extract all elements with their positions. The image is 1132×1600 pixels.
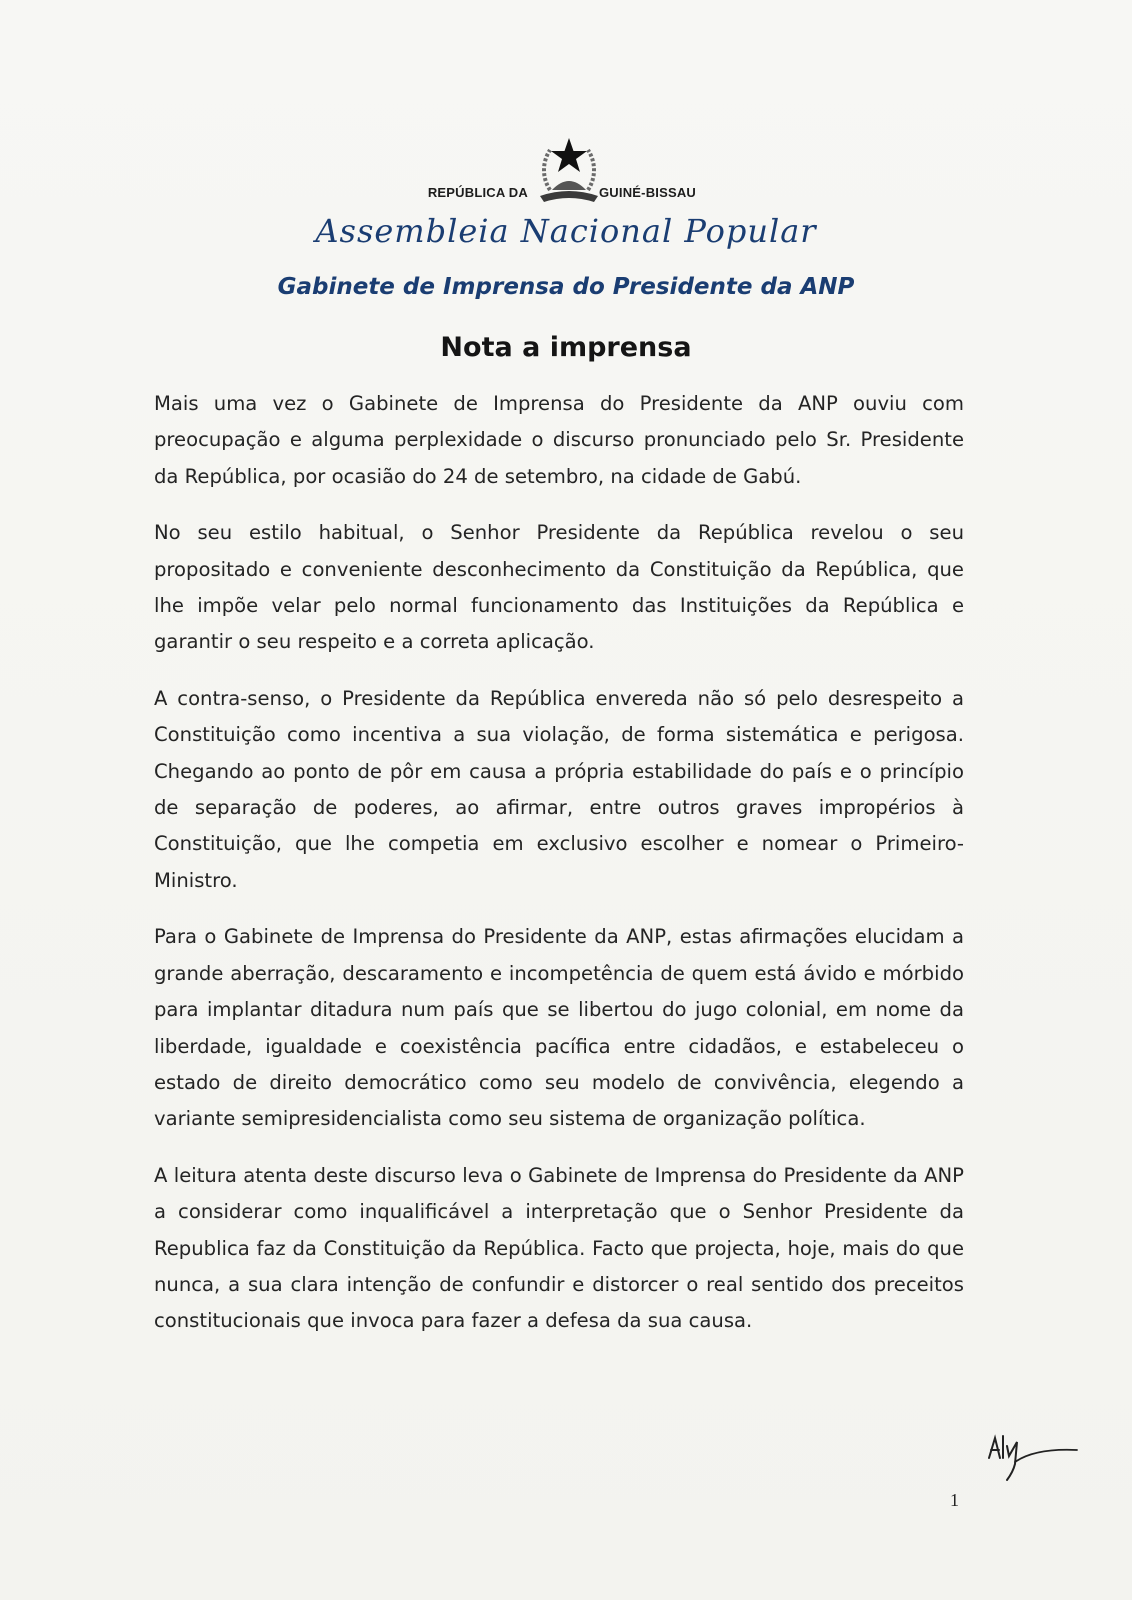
- handwritten-signature: [985, 1428, 1085, 1484]
- paragraph-2: No seu estilo habitual, o Senhor Presidente da República revelou o seu propositado e conveniente desconhecimento da Constituição da República, que lhe impõe velar pelo normal funcionamento das Instituições da República e garantir o seu respeito e a correta aplicação.: [154, 521, 964, 654]
- country-name-right: GUINÉ-BISSAU: [599, 185, 697, 200]
- letterhead: [0, 132, 1132, 222]
- paragraph-4: Para o Gabinete de Imprensa do Presidente da ANP, estas afirmações elucidam a grande aberração, descaramento e incompetência de quem está ávido e mórbido para implantar ditadura num país que se libertou do jugo colonial, em nome da liberdade, igualdade e coexistência pacífica entre cidadãos, e estabeleceu o estado de direito democrático como seu modelo de convivência, elegendo a variante semipresidencialista como seu sistema de organização política.: [154, 925, 964, 1131]
- country-name-left: REPÚBLICA DA: [427, 185, 528, 200]
- document-title: Nota a imprensa: [440, 332, 692, 363]
- page-number: 1: [950, 1490, 959, 1510]
- document-body: [154, 386, 964, 1360]
- cabinet-name: Gabinete de Imprensa do Presidente da ANP: [277, 274, 855, 300]
- paragraph-3: A contra-senso, o Presidente da República envereda não só pelo desrespeito a Constituição como incentiva a sua violação, de forma sistemática e perigosa. Chegando ao ponto de pôr em causa a própria estabilidade do país e o princípio de separação de poderes, ao afirmar, entre outros graves impropérios à Constituição, que lhe competia em exclusivo escolher e nomear o Primeiro-Ministro.: [154, 686, 964, 892]
- assembly-name: Assembleia Nacional Popular: [315, 212, 817, 250]
- coat-of-arms-star-icon: [536, 132, 602, 210]
- paragraph-1: Mais uma vez o Gabinete de Imprensa do Presidente da ANP ouviu com preocupação e alguma perplexidade o discurso pronunciado pelo Sr. Presidente da República, por ocasião do 24 de setembro, na cidade de Gabú.: [154, 392, 964, 488]
- paragraph-5: A leitura atenta deste discurso leva o Gabinete de Imprensa do Presidente da ANP a considerar como inqualificável a interpretação que o Senhor Presidente da Republica faz da Constituição da República. Facto que projecta, hoje, mais do que nunca, a sua clara intenção de confundir e distorcer o real sentido dos preceitos constitucionais que invoca para fazer a defesa da sua causa.: [154, 1163, 964, 1333]
